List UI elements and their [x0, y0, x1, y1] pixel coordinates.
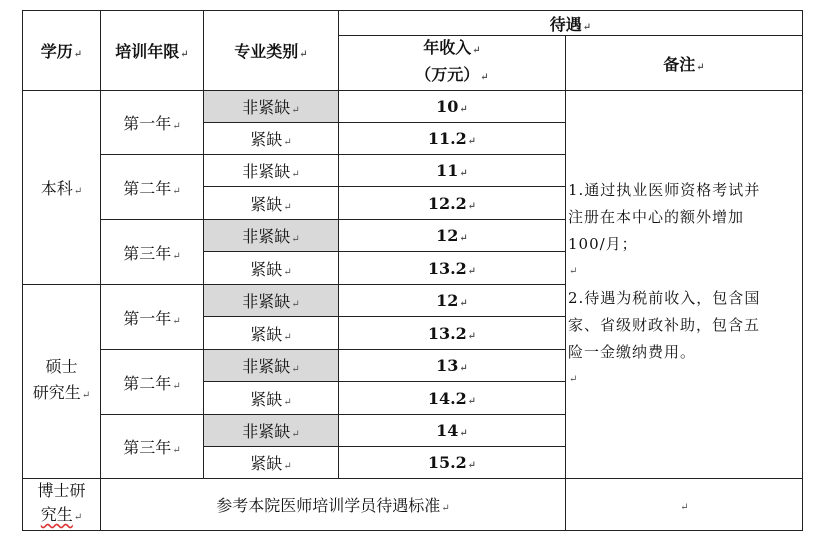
year-label: 第一年↵ — [101, 285, 204, 350]
header-income — [339, 36, 566, 91]
category-cell: 紧缺↵ — [204, 317, 339, 350]
category-cell: 紧缺↵ — [204, 123, 339, 155]
category-cell: 非紧缺↵ — [204, 415, 339, 447]
header-education: 学历↵ — [23, 11, 101, 91]
header-remark: 备注↵ — [566, 36, 803, 91]
income-cell: 14↵ — [339, 415, 566, 447]
year-label: 第二年↵ — [101, 155, 204, 220]
category-cell: 非紧缺↵ — [204, 91, 339, 123]
category-cell: 非紧缺↵ — [204, 285, 339, 317]
header-treatment: 待遇↵ — [339, 11, 803, 36]
income-cell: 14.2↵ — [339, 382, 566, 415]
category-cell: 紧缺↵ — [204, 382, 339, 415]
header-income-line2: （万元）↵ — [415, 65, 489, 84]
income-cell: 13↵ — [339, 350, 566, 382]
income-cell: 10↵ — [339, 91, 566, 123]
category-cell: 紧缺↵ — [204, 447, 339, 479]
year-label: 第三年↵ — [101, 220, 204, 285]
year-label: 第三年↵ — [101, 415, 204, 479]
income-cell: 13.2↵ — [339, 317, 566, 350]
phd-remark-empty: ↵ — [566, 479, 803, 531]
category-cell: 非紧缺↵ — [204, 155, 339, 187]
phd-treatment-text: 参考本院医师培训学员待遇标准↵ — [101, 479, 566, 531]
income-cell: 12↵ — [339, 220, 566, 252]
income-cell: 12↵ — [339, 285, 566, 317]
header-years: 培训年限↵ — [101, 11, 204, 91]
education-bachelor: 本科↵ — [23, 91, 101, 285]
education-master: 硕士 研究生↵ — [23, 285, 101, 479]
category-cell: 紧缺↵ — [204, 252, 339, 285]
header-income-line1: 年收入↵ — [423, 38, 481, 57]
income-cell: 13.2↵ — [339, 252, 566, 285]
education-phd: 博士研 究生↵ — [23, 479, 101, 531]
category-cell: 紧缺↵ — [204, 187, 339, 220]
treatment-table — [22, 10, 803, 531]
remark-notes: 1.通过执业医师资格考试并 注册在本中心的额外增加 100/月； ↵ 2.待遇为税前收入，包含国 家、省级财政补助，包含五 险一金缴纳费用。 ↵ — [566, 91, 803, 479]
income-cell: 11↵ — [339, 155, 566, 187]
year-label: 第二年↵ — [101, 350, 204, 415]
income-cell: 12.2↵ — [339, 187, 566, 220]
header-category: 专业类别↵ — [204, 11, 339, 91]
category-cell: 非紧缺↵ — [204, 220, 339, 252]
income-cell: 15.2↵ — [339, 447, 566, 479]
year-label: 第一年↵ — [101, 91, 204, 155]
category-cell: 非紧缺↵ — [204, 350, 339, 382]
income-cell: 11.2↵ — [339, 123, 566, 155]
